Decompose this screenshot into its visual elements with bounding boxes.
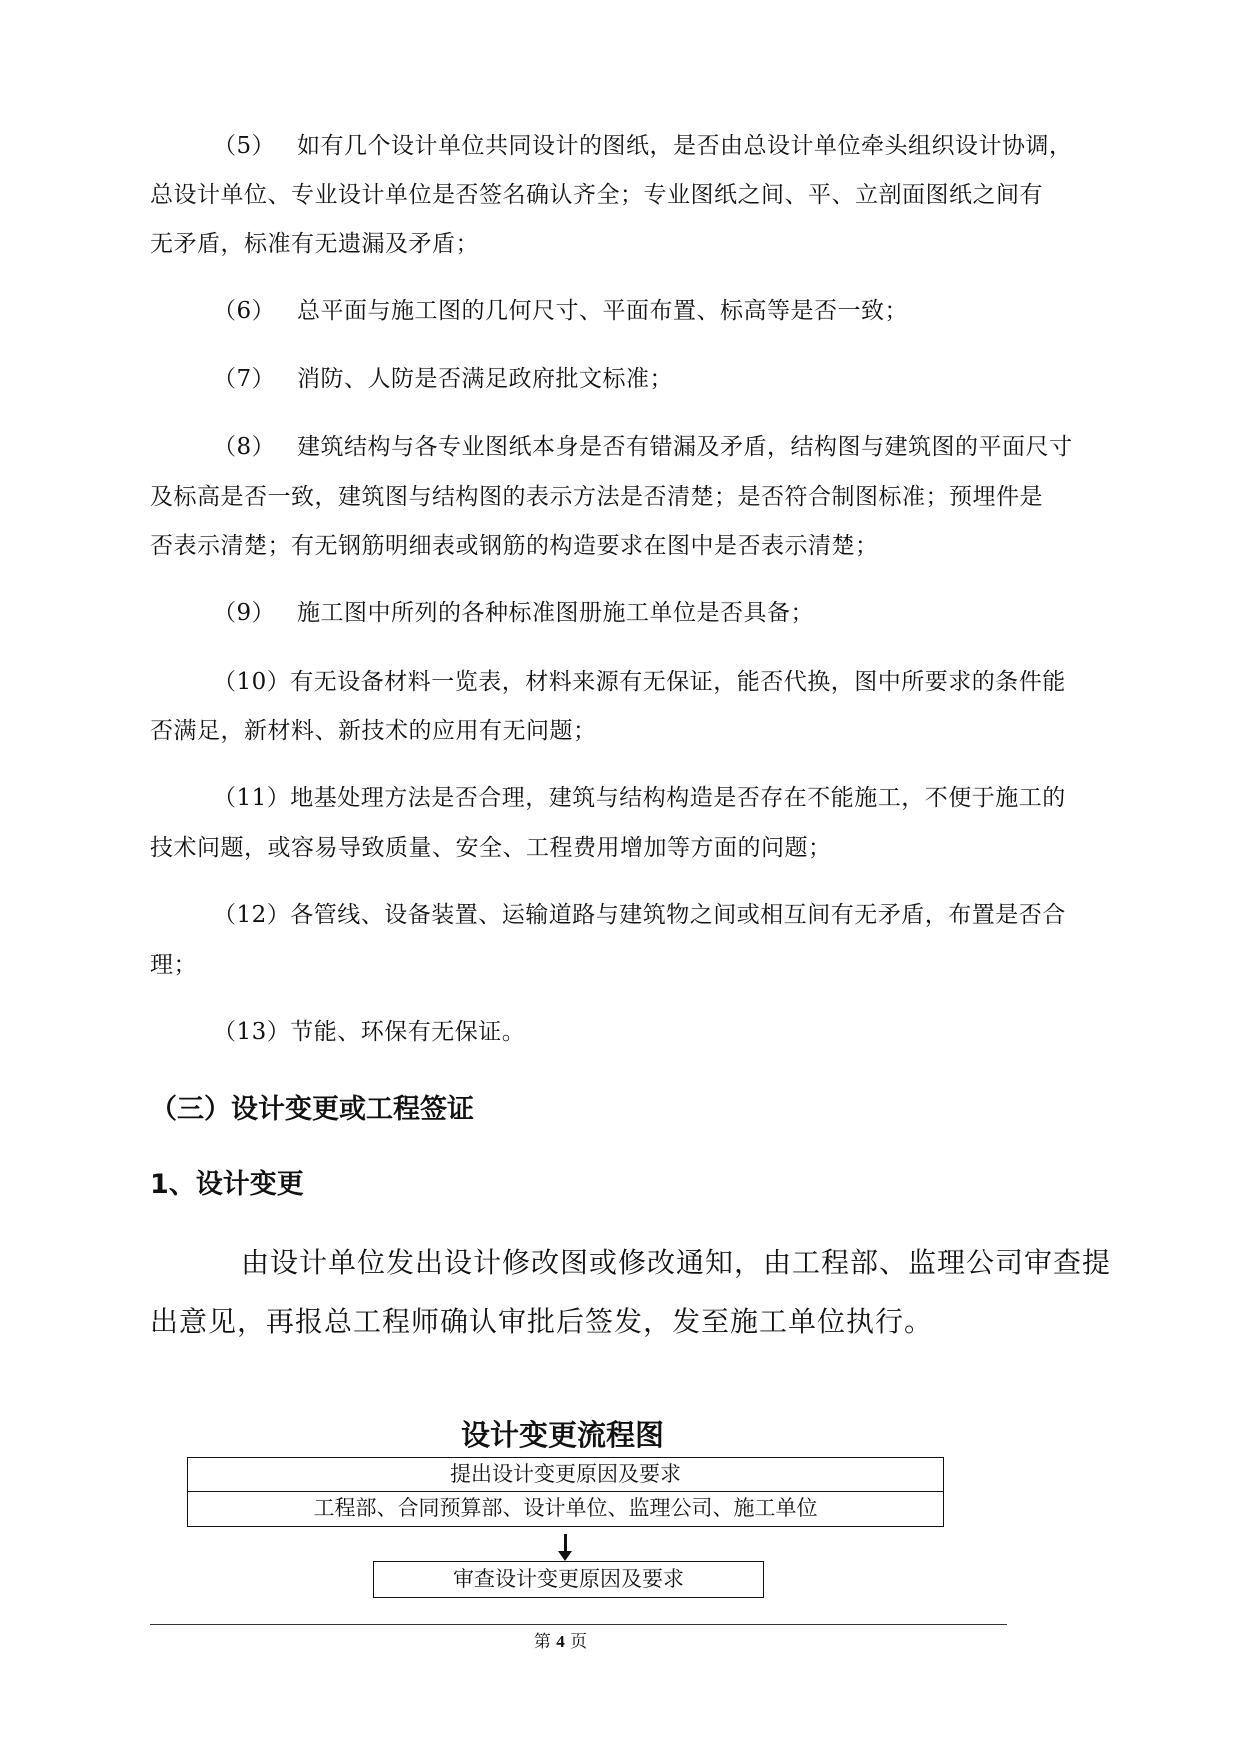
item-7-number: （7） <box>213 366 276 392</box>
flowchart-box-proposal-parties: 工程部、合同预算部、设计单位、监理公司、施工单位 <box>313 1496 818 1520</box>
item-10-line-1 <box>213 667 1066 697</box>
footer-suffix: 页 <box>570 1632 588 1652</box>
item-10-line-2: 否满足，新材料、新技术的应用有无问题； <box>150 718 597 744</box>
page-number: 4 <box>556 1632 565 1651</box>
item-8-number: （8） <box>213 434 276 460</box>
item-5-line-2: 总设计单位、专业设计单位是否签名确认齐全；专业图纸之间、平、立剖面图纸之间有 <box>150 182 1043 208</box>
item-11-number: （11） <box>213 785 291 811</box>
item-11-line-2: 技术问题，或容易导致质量、安全、工程费用增加等方面的问题； <box>150 835 832 861</box>
item-5-line-3: 无矛盾，标准有无遗漏及矛盾； <box>150 231 479 257</box>
footer-rule <box>150 1624 1007 1625</box>
item-11-text: 地基处理方法是否合理，建筑与结构构造是否存在不能施工，不便于施工的 <box>290 785 1066 811</box>
item-10-text: 有无设备材料一览表，材料来源有无保证，能否代换，图中所要求的条件能 <box>290 669 1066 695</box>
sub-heading: 1、设计变更 <box>150 1169 304 1200</box>
item-9-line-1 <box>213 598 814 628</box>
item-8-line-2: 及标高是否一致，建筑图与结构图的表示方法是否清楚；是否符合制图标准；预埋件是 <box>150 484 1043 510</box>
item-12-line-2: 理； <box>150 952 197 978</box>
item-9-number: （9） <box>213 600 276 626</box>
item-13-text: 节能、环保有无保证。 <box>290 1019 526 1045</box>
page-footer <box>0 1630 1181 1654</box>
flowchart-box-proposal <box>187 1457 944 1527</box>
body-paragraph-line-2: 出意见，再报总工程师确认审批后签发，发至施工单位执行。 <box>150 1305 934 1338</box>
item-13-line-1 <box>213 1017 525 1047</box>
item-13-number: （13） <box>213 1019 291 1045</box>
item-12-line-1 <box>213 900 1066 930</box>
flowchart-arrow-head-icon <box>558 1551 572 1561</box>
item-6-text: 总平面与施工图的几何尺寸、平面布置、标高等是否一致； <box>296 298 908 324</box>
item-8-line-1 <box>213 432 1072 462</box>
item-5-number: （5） <box>213 133 276 159</box>
flowchart-box-review: 审查设计变更原因及要求 <box>373 1561 764 1598</box>
item-12-text: 各管线、设备装置、运输道路与建筑物之间或相互间有无矛盾，布置是否合 <box>290 902 1066 928</box>
footer-prefix: 第 <box>533 1632 551 1652</box>
item-6-line-1 <box>213 296 908 326</box>
item-5-text: 如有几个设计单位共同设计的图纸，是否由总设计单位牵头组织设计协调， <box>296 133 1073 159</box>
body-paragraph-line-1: 由设计单位发出设计修改图或修改通知，由工程部、监理公司审查提 <box>241 1246 1112 1279</box>
item-11-line-1 <box>213 783 1066 813</box>
item-12-number: （12） <box>213 902 291 928</box>
item-7-line-1 <box>213 364 673 394</box>
item-5-line-1 <box>213 131 1072 161</box>
item-8-text: 建筑结构与各专业图纸本身是否有错漏及矛盾，结构图与建筑图的平面尺寸 <box>296 434 1073 460</box>
item-8-line-3: 否表示清楚；有无钢筋明细表或钢筋的构造要求在图中是否表示清楚； <box>150 533 879 559</box>
item-10-number: （10） <box>213 669 291 695</box>
item-7-text: 消防、人防是否满足政府批文标准； <box>296 366 673 392</box>
flowchart-title: 设计变更流程图 <box>460 1418 664 1452</box>
item-6-number: （6） <box>213 298 276 324</box>
flowchart-box-proposal-title: 提出设计变更原因及要求 <box>188 1458 943 1492</box>
section-heading: （三）设计变更或工程签证 <box>150 1094 474 1125</box>
item-9-text: 施工图中所列的各种标准图册施工单位是否具备； <box>296 600 814 626</box>
